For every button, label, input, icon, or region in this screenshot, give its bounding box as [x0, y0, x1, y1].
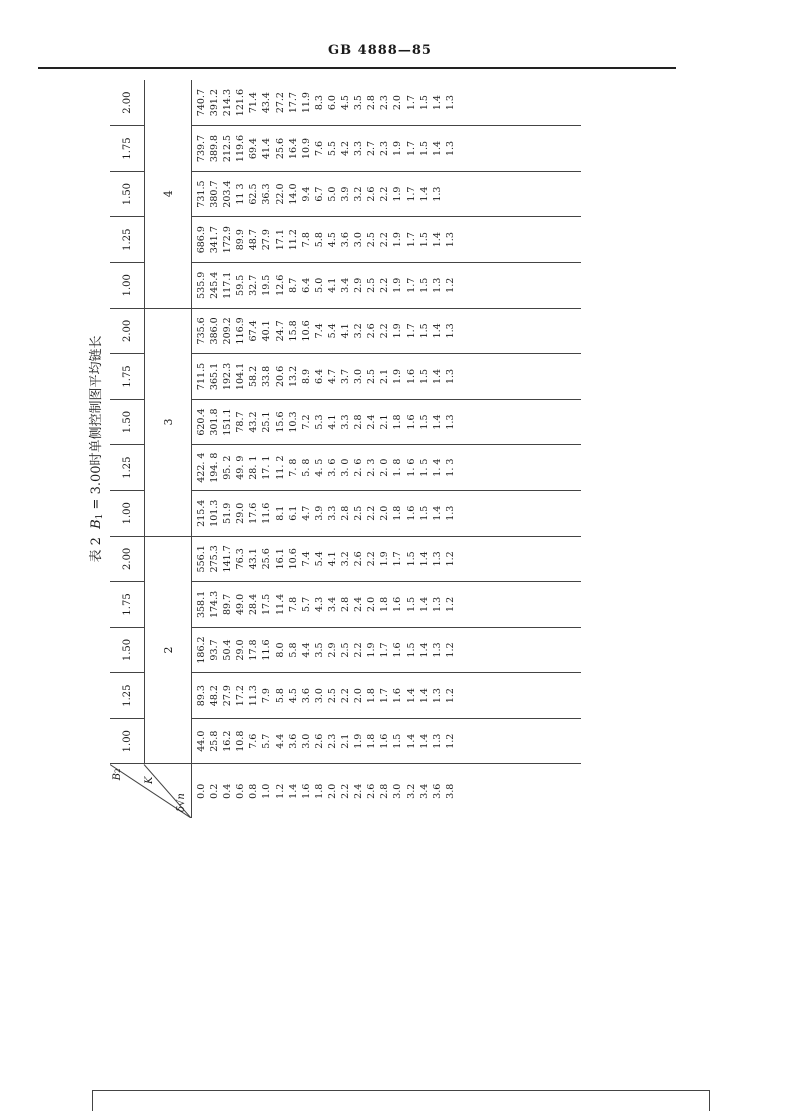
b2-group-header-2: 3: [145, 308, 192, 536]
caption-var: B: [89, 519, 104, 529]
value-column-b4-k3: [192, 171, 582, 217]
arl-values: 89.3 48.2 27.9 17.2 11.3 7.9 5.8 4.5 3.6 3.0 2.5 2.2 2.0 1.8 1.7 1.6 1.4 1.4 1.3 1.2: [196, 685, 456, 707]
corner-delta-label: δ√n: [176, 793, 187, 812]
corner-b-label: [112, 769, 123, 781]
value-column-b3-k2: [192, 445, 582, 491]
value-column-b2-k5: [192, 536, 582, 582]
k-header-1-4: 1.75: [110, 582, 145, 628]
arl-values: 735.6 386.0 209.2 116.9 67.4 40.1 24.7 15.8 10.6 7.4 5.4 4.1 3.2 2.6 2.2 1.9 1.7 1.5 1.4 1.3: [196, 317, 456, 345]
arl-values: 740.7 391.2 214.3 121.6 71.4 43.4 27.2 17.7 11.9 8.3 6.0 4.5 3.5 2.8 2.3 2.0 1.7 1.5 1.4 1.3: [196, 89, 456, 117]
k-header-3-4: 1.75: [110, 126, 145, 172]
b2-header-row: [145, 80, 192, 818]
k-header-2-1: 1.00: [110, 490, 145, 536]
arl-values: 620.4 301.8 151.1 78.7 43.2 25.1 15.6 10.3 7.2 5.3 4.1 3.3 2.8 2.4 2.1 1.8 1.6 1.5 1.4 1.3: [196, 408, 456, 436]
b2-group-header-1: 2: [145, 536, 192, 764]
arl-values: 731.5 380.7 203.4 11 3 62.5 36.3 22.0 14.0 9.4 6.7 5.0 3.9 3.2 2.6 2.2 1.9 1.7 1.4 1.3: [196, 180, 443, 208]
arl-values: 711.5 365.1 192.3 104.1 58.2 33.8 20.6 13.2 8.9 6.4 4.7 3.7 3.0 2.5 2.1 1.9 1.6 1.5 1.4 1.3: [196, 362, 456, 391]
k-header-2-5: 2.00: [110, 308, 145, 354]
rotated-table-area: [88, 80, 580, 818]
k-header-3-2: 1.25: [110, 217, 145, 263]
value-column-b4-k2: [192, 217, 582, 263]
bottom-frame: [92, 1090, 710, 1111]
b2-group-header-3: 4: [145, 80, 192, 308]
delta-values: 0.0 0.2 0.4 0.6 0.8 1.0 1.2 1.4 1.6 1.8 2.0 2.2 2.4 2.6 2.8 3.0 3.2 3.4 3.6 3.8: [196, 783, 456, 799]
value-column-b3-k5: [192, 308, 582, 354]
table-body-row: [192, 80, 582, 818]
corner-cell: [110, 764, 192, 818]
corner-k-label: K: [144, 776, 155, 784]
k-header-3-3: 1.50: [110, 171, 145, 217]
value-column-b3-k4: [192, 354, 582, 400]
value-column-b4-k5: [192, 80, 582, 126]
arl-values: 358.1 174.3 89.7 49.0 28.4 17.5 11.4 7.8 5.7 4.3 3.4 2.8 2.4 2.0 1.8 1.6 1.5 1.4 1.3 1.2: [196, 590, 456, 619]
caption-prefix: 表 2: [89, 528, 104, 563]
k-header-row: [110, 80, 145, 818]
value-column-b3-k3: [192, 399, 582, 445]
caption-var-sub: 1: [95, 513, 105, 520]
arl-values: 186.2 93.7 50.4 29.0 17.8 11.6 8.0 5.8 4.4 3.5 2.9 2.5 2.2 1.9 1.7 1.6 1.5 1.4 1.3 1.2: [196, 636, 456, 664]
header-rule: [38, 67, 676, 69]
value-column-b4-k1: [192, 262, 582, 308]
table-caption: [88, 80, 106, 818]
k-header-1-1: 1.00: [110, 718, 145, 764]
k-header-2-3: 1.50: [110, 399, 145, 445]
arl-values: 739.7 389.8 212.5 119.6 69.4 41.4 25.6 16.4 10.9 7.6 5.5 4.2 3.3 2.7 2.3 1.9 1.7 1.5 1.4 1.3: [196, 134, 456, 163]
corner-b-var: B: [112, 772, 123, 781]
corner-b-sub: 2: [114, 768, 122, 773]
value-column-b2-k4: [192, 582, 582, 628]
k-header-3-1: 1.00: [110, 262, 145, 308]
value-column-b2-k2: [192, 673, 582, 719]
k-header-2-4: 1.75: [110, 354, 145, 400]
k-header-1-2: 1.25: [110, 673, 145, 719]
arl-values: 686.9 341.7 172.9 89.9 48.7 27.9 17.1 11.2 7.8 5.8 4.5 3.6 3.0 2.5 2.2 1.9 1.7 1.5 1.4 1.3: [196, 226, 456, 254]
delta-column: [192, 764, 582, 818]
average-run-length-table: [110, 80, 581, 818]
caption-suffix: = 3.00时单侧控制图平均链长: [89, 335, 104, 514]
k-header-1-5: 2.00: [110, 536, 145, 582]
standard-code: GB 4888—85: [328, 43, 432, 58]
k-header-3-5: 2.00: [110, 80, 145, 126]
k-header-1-3: 1.50: [110, 627, 145, 673]
k-header-2-2: 1.25: [110, 445, 145, 491]
value-column-b3-k1: [192, 490, 582, 536]
table-page: [88, 80, 580, 818]
value-column-b4-k4: [192, 126, 582, 172]
value-column-b2-k1: [192, 718, 582, 764]
value-column-b2-k3: [192, 627, 582, 673]
arl-values: 44.0 25.8 16.2 10.8 7.6 5.7 4.4 3.6 3.0 2.6 2.3 2.1 1.9 1.8 1.6 1.5 1.4 1.4 1.3 1.2: [196, 730, 456, 752]
arl-values: 215.4 101.3 51.9 29.0 17.6 11.6 8.1 6.1 4.7 3.9 3.3 2.8 2.5 2.2 2.0 1.8 1.6 1.5 1.4 1.3: [196, 499, 456, 527]
arl-values: 535.9 245.4 117.1 59.5 32.7 19.5 12.6 8.7 6.4 5.0 4.1 3.4 2.9 2.5 2.2 1.9 1.7 1.5 1.3 1.2: [196, 271, 456, 299]
arl-values: 556.1 275.3 141.7 76.3 43.1 25.6 16.1 10.6 7.4 5.4 4.1 3.2 2.6 2.2 1.9 1.7 1.5 1.4 1.3 1.2: [196, 545, 456, 573]
arl-values: 422. 4 194. 8 95. 2 49. 9 28. 1 17. 1 11. 2 7. 8 5. 8 4. 5 3. 6 3. 0 2. 6 2. 3 2. 0 1. 8 1. 6 1. 5 1. 4 1. 3: [196, 452, 456, 483]
